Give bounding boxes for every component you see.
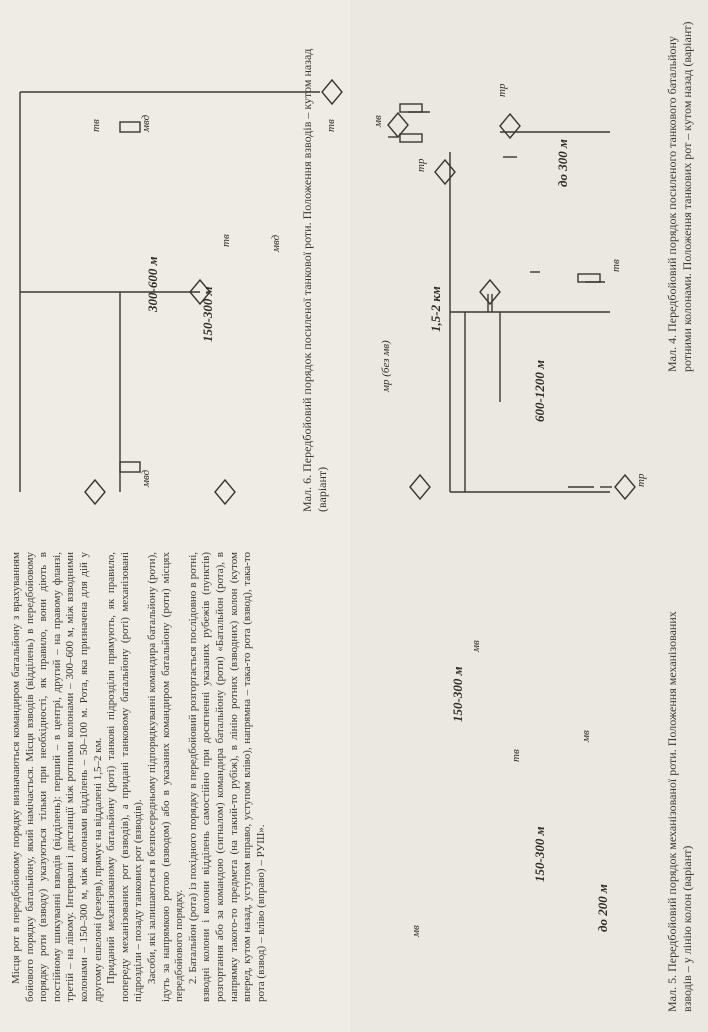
fig4-caption: Мал. 4. Передбойовий порядок посиленого танкового батальйону ротними колонами. Положення танкових рот – кутом назад (варіант) <box>665 21 694 372</box>
fig6-label-tv-3: тв <box>90 119 102 132</box>
fig5-caption: Мал. 5. Передбойовий порядок механізованої роти. Положення механізованих взводів – у лінію колон (варіант) <box>665 611 694 1012</box>
fig4-label-mr: мр (без мв) <box>380 340 392 392</box>
fig4-label-tr-2: тр <box>415 158 427 172</box>
fig4-label-tv: тв <box>610 259 622 272</box>
fig5-dist-200: до 200 м <box>595 884 610 932</box>
paragraph-1: Місця рот в передбойовому порядку визначаються командиром батальйону з врахуванням бойового порядку батальйону, який намічається. Місця взводів (відділень) в передбойовому порядку роти (взводу) указуються тільки при необхідності, як правило, вони діють в постійному шикуванні взводів (відділень): перший – в центрі, другий – на правому фланзі, третій – на лівому. Інтервали і дистанції між ротними колонами – 300–600 м, між взводними колонами – 150–300 м, між колонами відділень – 50–100 м. Рота, яка призначена для дій у другому ешелоні (резерв), прямує на віддалені 1,5–2 км. <box>10 552 104 1002</box>
right-page <box>0 0 350 1032</box>
fig4-dist-300: до 300 м <box>555 139 570 187</box>
fig5-dist-left: 150-300 м <box>532 826 547 882</box>
fig6-label-mvd-3: мвд <box>140 469 152 487</box>
fig5-label-mv-2: мв <box>580 730 592 742</box>
fig6-label-tv-2: тв <box>220 234 232 247</box>
fig6-label-mvd-2: мвд <box>270 234 282 252</box>
paragraph-3: Засоби, які залишаються в безпосередньому підпорядкуванні командира батальйону (роти), ідуть за напрямкою ротою (взводом) або в указаних командиром батальйону (роти) місцях передбойового порядку. <box>145 552 186 1002</box>
fig6-dist-main: 300-600 м <box>145 256 160 312</box>
left-page <box>350 0 708 1032</box>
fig5-dist-right: 150-300 м <box>450 666 465 722</box>
paragraph-2: Приданий механізованому батальйону (роті) танкові підрозділи прямують, як правило, попереду механізованих рот (взводів), а придані танковому батальйону (роті) механізовані підрозділи – позаду танкових рот (взводів). <box>105 552 145 1002</box>
fig4-label-tr-1: тр <box>496 83 508 97</box>
paragraph-4: 2. Батальйон (рота) із похідного порядку в передбойовий розгортається послідовно в ротні, взводні колони і колони відділень самостійно при досягненні указаних рубежів (пунктів) розгортання або за командою (сигналом) командира батальйону (роти) «Батальйон (рота), в напрямку такого-то предмета (на такий-то рубіж), в лінію ротних (взводних) колон (кутом вперед, кутом назад, уступом вправо, уступом вліво), напрямна – така-то рота (взвод), така-то рота (взвод) – вліво (вправо) – РУШ». <box>186 552 267 1002</box>
fig6-dist-inner: 150-300 м <box>200 286 215 342</box>
fig6-label-mvd-1: мвд <box>140 114 152 132</box>
fig5-label-mv-3: мв <box>470 640 482 652</box>
fig4-diagram <box>350 0 708 1032</box>
fig5-label-mv-1: мв <box>410 925 422 937</box>
fig6-label-tv-1: тв <box>325 119 337 132</box>
fig4-dist-main: 600-1200 м <box>532 360 547 422</box>
fig5-label-tv: тв <box>510 749 522 762</box>
fig6-caption-visible: Мал. 6. Передбойовий порядок посиленої танкової роти. Положення взводів – кутом назад (варіант) <box>300 48 329 512</box>
tank-company-symbol <box>500 114 520 138</box>
body-text <box>10 552 268 1002</box>
fig4-label-tr-3: тр <box>635 473 647 487</box>
fig4-dist-side: 1,5-2 км <box>428 286 443 332</box>
fig4-label-mv: мв <box>372 115 384 127</box>
